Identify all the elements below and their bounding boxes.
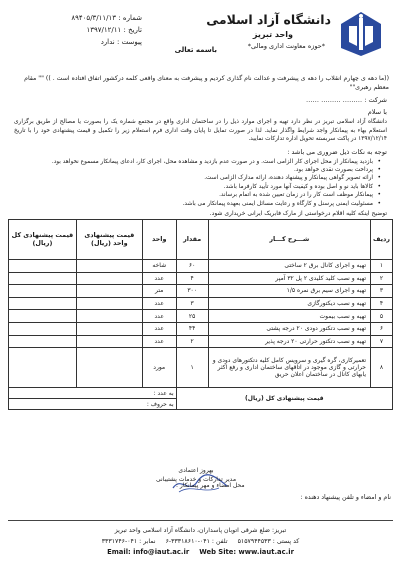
total-row-numeric (9, 388, 393, 399)
letter-date: تاریخ : ۱۳۹۷/۱۲/۱۱ (86, 26, 142, 34)
footer-postal: کد پستی : ۵۱۵۷۹۴۴۵۳۳ (237, 538, 300, 545)
total-label: قیمت پیشنهادی کل (ریال) (176, 388, 392, 410)
total-price-cell[interactable] (9, 335, 77, 348)
note-item: • ارائه تصویر گواهی پیمانکار و پیشنهاد دهنده، ارائه مدارک الزامی است. (8, 174, 379, 182)
bidder-label: نام و امضاء و تلفن پیشنهاد دهنده : (300, 494, 391, 501)
header-total-price: قیمت پیشنهادی کل (ریال) (9, 219, 77, 259)
header-unit-price: قیمت پیشنهادی واحد (ریال) (76, 219, 142, 259)
unit-price-cell[interactable] (76, 322, 142, 335)
leader-quote: ((ما دهه ی چهارم انقلاب را دهه ی پیشرفت و عدالت نام گذاری کردیم و پیشرفت به معنای واقعی کلمه درکشور اتفاق افتاده است . )) "" مقام معظم رهبری"" (24, 75, 389, 91)
note-item: • مسئولیت ایمنی پرسنل و کارگاه و رعایت مسائل ایمنی بعهده پیمانکار می باشد. (8, 200, 379, 208)
footer-website[interactable]: Web Site: www.iaut.ac.ir (199, 548, 294, 556)
total-price-cell[interactable] (9, 285, 77, 298)
footer-web (8, 547, 393, 558)
header-description: شـــرح کـــار (208, 219, 370, 259)
unit-price-cell[interactable] (76, 297, 142, 310)
contractor-signature-label: محل امضاء و مهر پیمانکار : (176, 482, 245, 489)
table-row: ۴ تهیه و نصب دیکتورگازی ۳ عدد (9, 297, 393, 310)
unit-price-cell[interactable] (76, 272, 142, 285)
company-line: شرکت : ……… ……… …… (306, 96, 387, 104)
signer-name: بهروز اعتمادی (178, 467, 214, 474)
table-caption: توضیح اینکه کلیه اقلام درخواستی از مارک فابریک ایرانی خریداری شود. (209, 209, 387, 217)
footer-email[interactable]: Email: info@iaut.ac.ir (107, 548, 190, 556)
pricing-table (8, 219, 393, 410)
department-name: *حوزه معاونت اداری ومالی* (247, 42, 325, 50)
header-unit: واحد (142, 219, 176, 259)
greeting: با سلام (367, 108, 387, 116)
unit-price-cell[interactable] (76, 335, 142, 348)
university-name: دانشگاه آزاد اسلامی (206, 12, 331, 27)
total-words[interactable]: به حروف : (9, 399, 177, 410)
bismillah: باسمه تعالی (174, 46, 217, 54)
letter-annex: پیوست : ندارد (100, 38, 142, 46)
table-row: ۱ تهیه و اجرای کانال برق ۲ ساختی ۶۰ شاخه (9, 259, 393, 272)
branch-name: واحد تبریز (252, 30, 293, 39)
table-row: ۸ تعمیرکاری، گره گیری و سرویس کامل کلیه دتکتورهای دودی و حرارتی و گازی موجود در اتاقهای ساختمان اداری و رفع اکثر یابهای کانال در ساختمان اعلان حریق ۱ مورد (9, 348, 393, 388)
total-price-cell[interactable] (9, 272, 77, 285)
table-row: ۲ تهیه و نصب کلید کلیدی ۲ پل ۳۲ آمپر ۴ عدد (9, 272, 393, 285)
unit-price-cell[interactable] (76, 259, 142, 272)
unit-price-cell[interactable] (76, 285, 142, 298)
footer-phone: تلفن : ۰۴۱-۳۳۳۱۸۶۱۰-۶ (165, 538, 228, 545)
unit-price-cell[interactable] (76, 310, 142, 323)
total-price-cell[interactable] (9, 259, 77, 272)
header-quantity: مقدار (176, 219, 208, 259)
total-price-cell[interactable] (9, 297, 77, 310)
intro-paragraph: دانشگاه آزاد اسلامی تبریز در نظر دارد تهیه و اجرای موارد ذیل را در ساختمان اداری واقع در مجتمع شماره یک را بصورت یا مصالح از طریق برگزاری استعلام بهاء به پیمانکار واجد شرایط واگذار نماید. لذا در صورت تمایل تا پایان وقت اداری فرم استعلام زیر را تکمیل و قیمت پیشنهادی خود را با تاریخ ۱۳۹۷/۱۲/۱۴ در پاکت سربسته تحویل اداره تدارکات نمایید. (14, 119, 387, 142)
note-item: • کالاها باید نو و اصل بوده و کیفیت آنها مورد تأیید کارفرما باشد. (8, 183, 379, 191)
total-price-cell[interactable] (9, 310, 77, 323)
university-logo-icon (335, 8, 387, 60)
footer-address: تبریز: ضلع شرقی اتوبان پاسداران، دانشگاه آزاد اسلامی واحد تبریز (114, 527, 287, 534)
table-row: ۵ تهیه و نصب بیموت ۲۵ عدد (9, 310, 393, 323)
note-item: • پیمانکار موظف است کار را در زمان تعیین شده به اتمام برساند. (8, 191, 379, 199)
notes-title: توجه به نکات ذیل ضروری می باشد : (287, 147, 387, 156)
total-numeric[interactable]: به عدد : (9, 388, 177, 399)
table-row: ۷ تهیه و نصب دتکتور حرارتی ۲۰ درجه پذیر ۲ عدد (9, 335, 393, 348)
table-row: ۶ تهیه و نصب دتکتور دودی ۲۰ درجه پشتی ۴۴ عدد (9, 322, 393, 335)
note-item: • پرداخت بصورت نقدی خواهد بود. (8, 166, 379, 174)
footer-contacts (8, 536, 393, 547)
table-row: ۳ تهیه و اجرای سیم برق نمره ۱/۵ ۳۰۰ متر (9, 285, 393, 298)
unit-price-cell[interactable] (76, 348, 142, 388)
letterhead (8, 6, 393, 70)
letter-number: شماره : ۸۹۴۰۵/۳/۱۱/۱۳ (71, 14, 142, 22)
header-row-no: ردیف (371, 219, 393, 259)
note-item: • بازدید پیمانکار از محل اجرای کار الزامی است. و در صورت عدم بازدید و مشاهده محل، اجرای کار، ادعای پیمانکار مسموع نخواهد بود. (8, 158, 379, 166)
footer-fax: نمابر : ۰۴۱-۳۳۳۱۷۴۶ (101, 538, 156, 545)
signer-title: مدیر تدارکات و خدمات پشتیبانی (155, 476, 237, 483)
notes-list (8, 158, 393, 208)
letter-meta (14, 12, 142, 48)
total-price-cell[interactable] (9, 322, 77, 335)
letter-footer (8, 520, 393, 568)
table-header-row (9, 219, 393, 259)
total-price-cell[interactable] (9, 348, 77, 388)
